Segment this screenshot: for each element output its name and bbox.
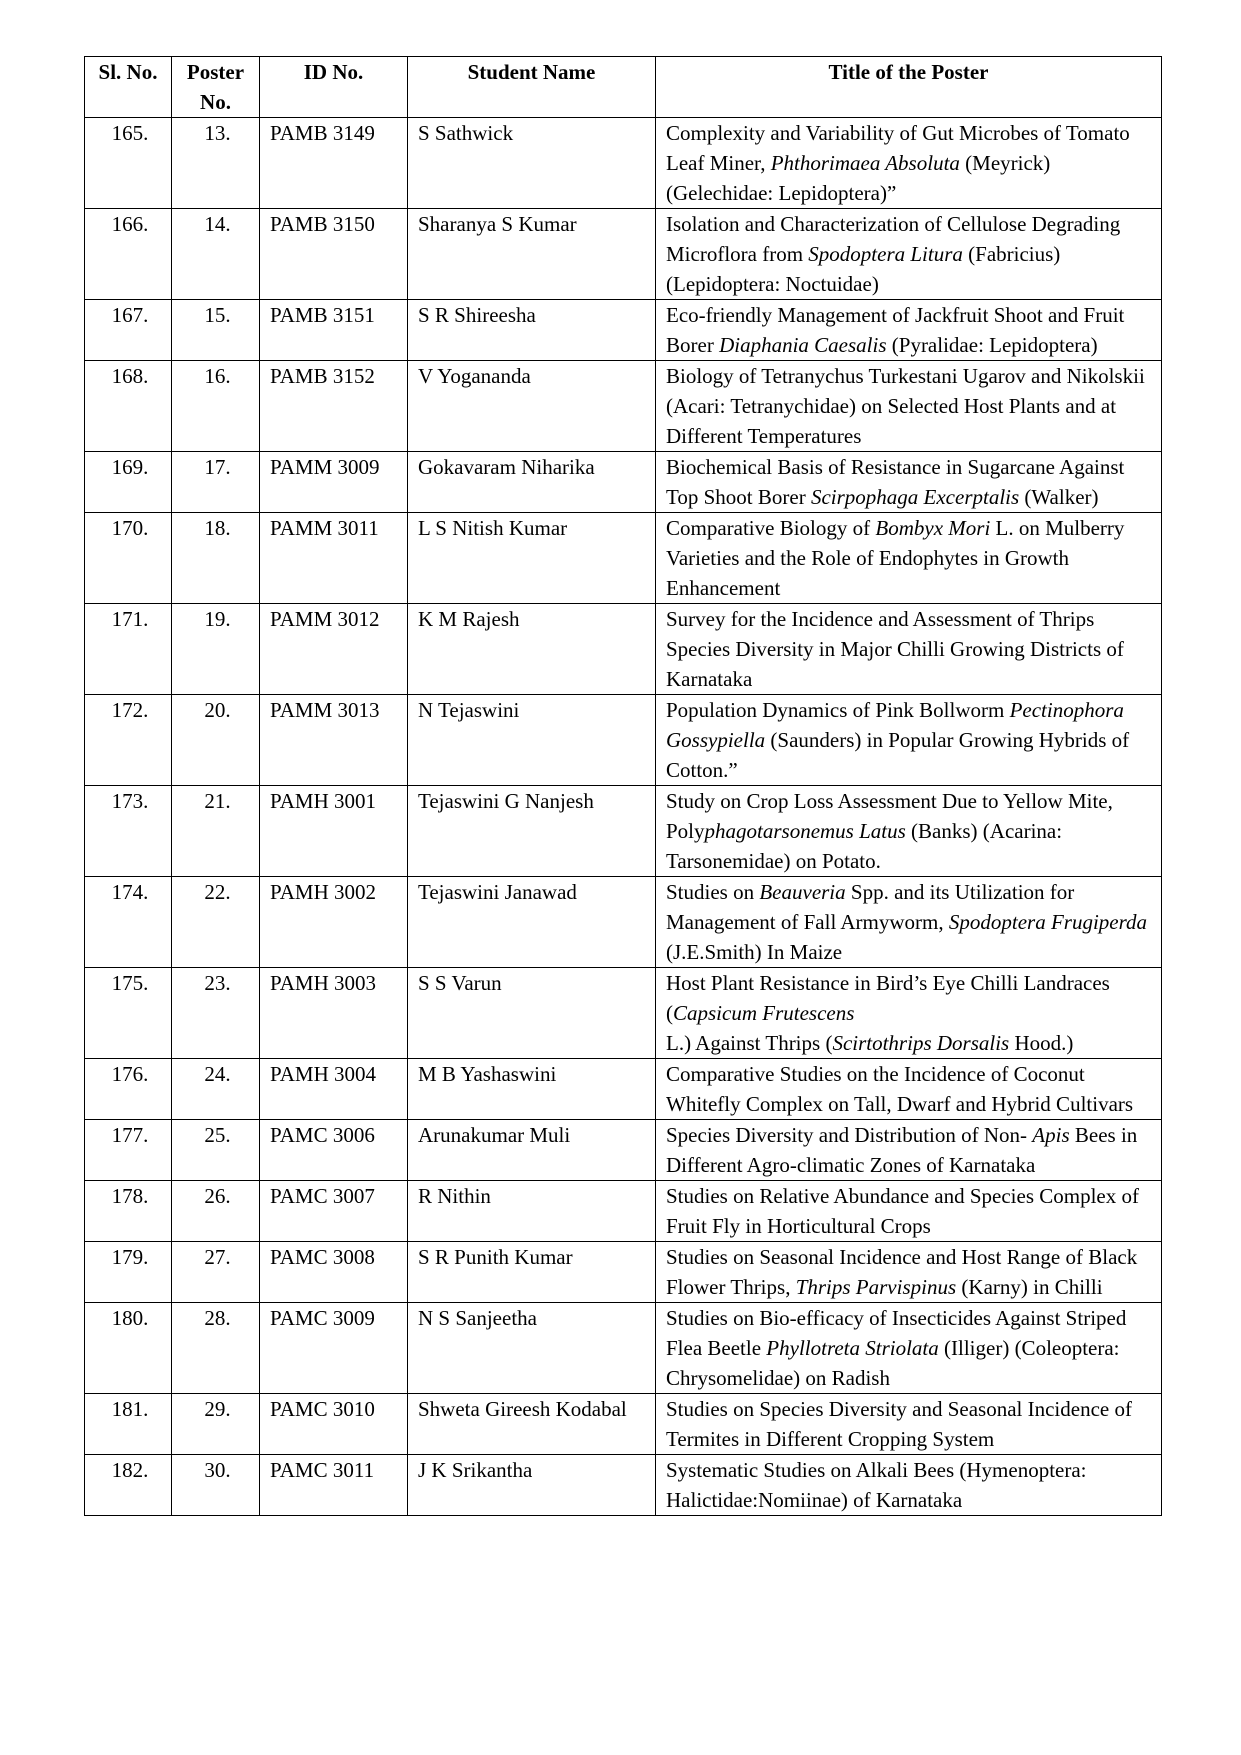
cell-sl-no: 171.: [85, 604, 172, 695]
cell-student-name: L S Nitish Kumar: [408, 513, 656, 604]
title-segment: Comparative Studies on the Incidence of Coconut Whitefly Complex on Tall, Dwarf and Hybrid Cultivars: [666, 1062, 1134, 1116]
header-poster-title: Title of the Poster: [656, 57, 1162, 118]
cell-sl-no: 170.: [85, 513, 172, 604]
cell-id-no: PAMH 3004: [260, 1059, 408, 1120]
table-row: [85, 452, 1162, 513]
cell-student-name: Arunakumar Muli: [408, 1120, 656, 1181]
header-row: [85, 57, 1162, 118]
cell-poster-no: 28.: [172, 1303, 260, 1394]
cell-id-no: PAMM 3009: [260, 452, 408, 513]
cell-poster-title: [656, 1394, 1162, 1455]
cell-student-name: Shweta Gireesh Kodabal: [408, 1394, 656, 1455]
cell-sl-no: 176.: [85, 1059, 172, 1120]
title-segment: Biology of Tetranychus Turkestani Ugarov and Nikolskii (Acari: Tetranychidae) on Selected Host Plants and at Different Temperatures: [666, 364, 1145, 448]
cell-sl-no: 177.: [85, 1120, 172, 1181]
cell-sl-no: 169.: [85, 452, 172, 513]
title-italic-segment: Capsicum Frutescens: [673, 1001, 855, 1025]
table-row: [85, 1242, 1162, 1303]
table-row: [85, 695, 1162, 786]
title-segment: Studies on Seasonal Incidence and Host Range of Black Flower Thrips,: [666, 1245, 1138, 1299]
cell-sl-no: 166.: [85, 209, 172, 300]
table-row: [85, 513, 1162, 604]
title-italic-segment: Spodoptera Frugiperda: [948, 910, 1148, 934]
cell-student-name: S Sathwick: [408, 118, 656, 209]
title-segment: Spp. and its Utilization for Management of Fall Armyworm,: [666, 880, 1075, 934]
cell-student-name: Tejaswini Janawad: [408, 877, 656, 968]
cell-id-no: PAMB 3151: [260, 300, 408, 361]
cell-student-name: S R Shireesha: [408, 300, 656, 361]
cell-sl-no: 181.: [85, 1394, 172, 1455]
title-italic-segment: Bombyx Mori: [875, 516, 991, 540]
cell-sl-no: 178.: [85, 1181, 172, 1242]
cell-poster-title: [656, 877, 1162, 968]
cell-poster-no: 13.: [172, 118, 260, 209]
cell-id-no: PAMM 3011: [260, 513, 408, 604]
cell-student-name: M B Yashaswini: [408, 1059, 656, 1120]
title-italic-segment: Beauveria: [759, 880, 846, 904]
cell-id-no: PAMH 3002: [260, 877, 408, 968]
cell-sl-no: 165.: [85, 118, 172, 209]
cell-student-name: N S Sanjeetha: [408, 1303, 656, 1394]
title-italic-segment: Phthorimaea Absoluta: [770, 151, 960, 175]
cell-poster-no: 21.: [172, 786, 260, 877]
title-italic-segment: Pectinophora Gossypiella: [666, 698, 1124, 752]
cell-poster-no: 20.: [172, 695, 260, 786]
title-segment: Studies on Bio-efficacy of Insecticides Against Striped Flea Beetle: [666, 1306, 1127, 1360]
title-italic-segment: Phyllotreta Striolata: [766, 1336, 939, 1360]
cell-poster-title: [656, 968, 1162, 1059]
cell-id-no: PAMC 3009: [260, 1303, 408, 1394]
poster-table: [84, 56, 1162, 1516]
cell-poster-no: 27.: [172, 1242, 260, 1303]
title-segment: Systematic Studies on Alkali Bees (Hymenoptera: Halictidae:Nomiinae) of Karnataka: [666, 1458, 1087, 1512]
header-id-no: ID No.: [260, 57, 408, 118]
title-segment: L.) Against Thrips (: [666, 1031, 833, 1055]
table-row: [85, 1394, 1162, 1455]
cell-poster-title: [656, 513, 1162, 604]
table-body: [85, 118, 1162, 1516]
cell-sl-no: 167.: [85, 300, 172, 361]
table-row: [85, 1059, 1162, 1120]
cell-id-no: PAMB 3152: [260, 361, 408, 452]
cell-poster-title: [656, 695, 1162, 786]
cell-id-no: PAMC 3008: [260, 1242, 408, 1303]
title-segment: Studies on Relative Abundance and Species Complex of Fruit Fly in Horticultural Crops: [666, 1184, 1139, 1238]
title-segment: Hood.): [1009, 1031, 1074, 1055]
title-segment: (Walker): [1019, 485, 1099, 509]
cell-id-no: PAMC 3006: [260, 1120, 408, 1181]
cell-student-name: R Nithin: [408, 1181, 656, 1242]
title-italic-segment: phagotarsonemus Latus: [704, 819, 906, 843]
cell-poster-no: 19.: [172, 604, 260, 695]
cell-id-no: PAMM 3012: [260, 604, 408, 695]
cell-poster-no: 16.: [172, 361, 260, 452]
cell-sl-no: 175.: [85, 968, 172, 1059]
title-segment: (Karny) in Chilli: [956, 1275, 1103, 1299]
cell-id-no: PAMH 3001: [260, 786, 408, 877]
cell-student-name: Tejaswini G Nanjesh: [408, 786, 656, 877]
table-row: [85, 300, 1162, 361]
title-segment: Studies on Species Diversity and Seasonal Incidence of Termites in Different Cropping System: [666, 1397, 1132, 1451]
title-italic-segment: Scirpophaga Excerptalis: [810, 485, 1020, 509]
cell-sl-no: 180.: [85, 1303, 172, 1394]
title-segment: Population Dynamics of Pink Bollworm: [666, 698, 1010, 722]
cell-student-name: V Yogananda: [408, 361, 656, 452]
cell-poster-no: 26.: [172, 1181, 260, 1242]
cell-poster-title: [656, 118, 1162, 209]
title-segment: Bees in Different Agro-climatic Zones of Karnataka: [666, 1123, 1138, 1177]
cell-id-no: PAMC 3010: [260, 1394, 408, 1455]
header-student-name: Student Name: [408, 57, 656, 118]
title-segment: (J.E.Smith) In Maize: [666, 940, 843, 964]
title-segment: Complexity and Variability of Gut Microbes of Tomato Leaf Miner,: [666, 121, 1130, 175]
table-row: [85, 209, 1162, 300]
table-row: [85, 1455, 1162, 1516]
title-segment: L. on Mulberry Varieties and the Role of Endophytes in Growth Enhancement: [666, 516, 1125, 600]
title-italic-segment: Scirtothrips Dorsalis: [832, 1031, 1010, 1055]
cell-student-name: Sharanya S Kumar: [408, 209, 656, 300]
cell-poster-no: 24.: [172, 1059, 260, 1120]
cell-student-name: J K Srikantha: [408, 1455, 656, 1516]
cell-poster-no: 17.: [172, 452, 260, 513]
table-header: [85, 57, 1162, 118]
cell-id-no: PAMB 3149: [260, 118, 408, 209]
cell-id-no: PAMM 3013: [260, 695, 408, 786]
cell-poster-title: [656, 1455, 1162, 1516]
cell-student-name: N Tejaswini: [408, 695, 656, 786]
cell-poster-title: [656, 786, 1162, 877]
table-row: [85, 1120, 1162, 1181]
cell-poster-no: 15.: [172, 300, 260, 361]
title-segment: Survey for the Incidence and Assessment of Thrips Species Diversity in Major Chilli Growing Districts of Karnataka: [666, 607, 1124, 691]
cell-sl-no: 172.: [85, 695, 172, 786]
title-segment: Eco-friendly Management of Jackfruit Shoot and Fruit Borer: [666, 303, 1125, 357]
title-italic-segment: Apis: [1032, 1123, 1070, 1147]
cell-poster-no: 14.: [172, 209, 260, 300]
cell-student-name: K M Rajesh: [408, 604, 656, 695]
table-row: [85, 877, 1162, 968]
cell-poster-title: [656, 604, 1162, 695]
cell-id-no: PAMH 3003: [260, 968, 408, 1059]
cell-id-no: PAMC 3007: [260, 1181, 408, 1242]
table-row: [85, 786, 1162, 877]
title-italic-segment: Diaphania Caesalis: [719, 333, 887, 357]
cell-poster-title: [656, 1120, 1162, 1181]
cell-poster-no: 22.: [172, 877, 260, 968]
cell-poster-no: 23.: [172, 968, 260, 1059]
title-segment: (Pyralidae: Lepidoptera): [886, 333, 1098, 357]
title-segment: Isolation and Characterization of Cellulose Degrading Microflora from: [666, 212, 1121, 266]
title-segment: Comparative Biology of: [666, 516, 876, 540]
title-segment: Biochemical Basis of Resistance in Sugarcane Against Top Shoot Borer: [666, 455, 1125, 509]
title-segment: Study on Crop Loss Assessment Due to Yellow Mite, Poly: [666, 789, 1113, 843]
cell-student-name: S S Varun: [408, 968, 656, 1059]
cell-poster-no: 25.: [172, 1120, 260, 1181]
title-italic-segment: Thrips Parvispinus: [795, 1275, 957, 1299]
cell-sl-no: 168.: [85, 361, 172, 452]
title-segment: (Fabricius) (Lepidoptera: Noctuidae): [666, 242, 1061, 296]
table-row: [85, 968, 1162, 1059]
table-row: [85, 604, 1162, 695]
cell-poster-title: [656, 1059, 1162, 1120]
cell-sl-no: 182.: [85, 1455, 172, 1516]
title-segment: (Illiger) (Coleoptera: Chrysomelidae) on Radish: [666, 1336, 1120, 1390]
cell-sl-no: 174.: [85, 877, 172, 968]
cell-poster-no: 29.: [172, 1394, 260, 1455]
title-italic-segment: Spodoptera Litura: [808, 242, 963, 266]
cell-student-name: S R Punith Kumar: [408, 1242, 656, 1303]
cell-poster-title: [656, 452, 1162, 513]
table-row: [85, 361, 1162, 452]
title-segment: Studies on: [666, 880, 760, 904]
header-sl-no: Sl. No.: [85, 57, 172, 118]
cell-id-no: PAMC 3011: [260, 1455, 408, 1516]
table-row: [85, 1303, 1162, 1394]
header-poster-no: Poster No.: [172, 57, 260, 118]
cell-poster-no: 18.: [172, 513, 260, 604]
cell-id-no: PAMB 3150: [260, 209, 408, 300]
cell-sl-no: 179.: [85, 1242, 172, 1303]
title-segment: (Meyrick) (Gelechidae: Lepidoptera)”: [666, 151, 1051, 205]
cell-poster-title: [656, 209, 1162, 300]
cell-poster-title: [656, 1242, 1162, 1303]
cell-poster-title: [656, 1303, 1162, 1394]
cell-sl-no: 173.: [85, 786, 172, 877]
cell-student-name: Gokavaram Niharika: [408, 452, 656, 513]
cell-poster-title: [656, 1181, 1162, 1242]
cell-poster-title: [656, 300, 1162, 361]
cell-poster-no: 30.: [172, 1455, 260, 1516]
table-row: [85, 1181, 1162, 1242]
table-row: [85, 118, 1162, 209]
title-segment: Species Diversity and Distribution of Non-: [666, 1123, 1033, 1147]
cell-poster-title: [656, 361, 1162, 452]
title-segment: (Saunders) in Popular Growing Hybrids of Cotton.”: [666, 728, 1130, 782]
title-segment: Host Plant Resistance in Bird’s Eye Chilli Landraces (: [666, 971, 1110, 1025]
title-segment: (Banks) (Acarina: Tarsonemidae) on Potato.: [666, 819, 1063, 873]
